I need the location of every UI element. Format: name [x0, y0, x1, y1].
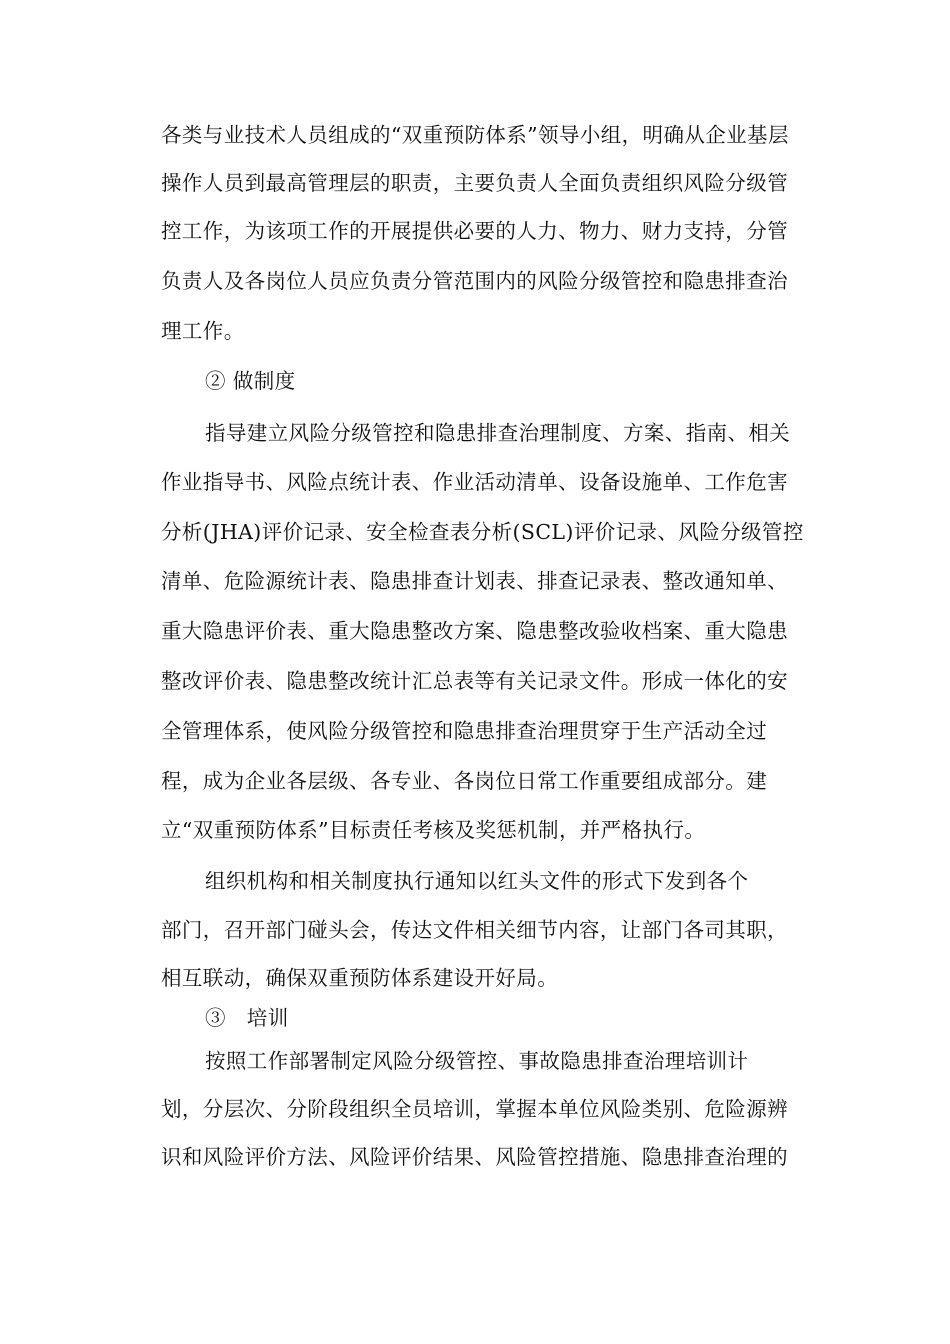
paragraph-line: 识和风险评价方法、风险评价结果、风险管控措施、隐患排查治理的	[161, 1145, 788, 1169]
paragraph-line: 部门，召开部门碰头会，传达文件相关细节内容，让部门各司其职，	[161, 918, 788, 942]
paragraph-line: 整改评价表、隐患整改统计汇总表等有关记录文件。形成一体化的安	[161, 669, 788, 693]
section-heading-training: ③ 培训	[205, 1006, 289, 1030]
paragraph-line: 分析(JHA)评价记录、安全检查表分析(SCL)评价记录、风险分级管控	[161, 520, 804, 544]
paragraph-line: 理工作。	[161, 319, 245, 343]
paragraph-line: 控工作，为该项工作的开展提供必要的人力、物力、财力支持，分管	[161, 219, 788, 243]
paragraph-line: 作业指导书、风险点统计表、作业活动清单、设备设施单、工作危害	[161, 470, 788, 494]
paragraph-line: 相互联动，确保双重预防体系建设开好局。	[161, 966, 559, 990]
paragraph-line: 全管理体系，使风险分级管控和隐患排查治理贯穿于生产活动全过	[161, 719, 768, 743]
paragraph-line: 划，分层次、分阶段组织全员培训，掌握本单位风险类别、危险源辨	[161, 1097, 788, 1121]
paragraph-line: 立“双重预防体系”目标责任考核及奖惩机制，并严格执行。	[161, 818, 706, 842]
paragraph-line: 各类与业技术人员组成的“双重预防体系”领导小组，明确从企业基层	[161, 123, 789, 147]
paragraph-line: 按照工作部署制定风险分级管控、事故隐患排查治理培训计	[205, 1049, 749, 1073]
paragraph-line: 负责人及各岗位人员应负责分管范围内的风险分级管控和隐患排查治	[161, 269, 788, 293]
section-heading-system: ② 做制度	[205, 369, 296, 393]
paragraph-line: 程，成为企业各层级、各专业、各岗位日常工作重要组成部分。建	[161, 769, 768, 793]
paragraph-line: 重大隐患评价表、重大隐患整改方案、隐患整改验收档案、重大隐患	[161, 619, 788, 643]
paragraph-line: 指导建立风险分级管控和隐患排查治理制度、方案、指南、相关	[205, 421, 791, 445]
paragraph-line: 组织机构和相关制度执行通知以红头文件的形式下发到各个	[205, 869, 749, 893]
paragraph-line: 清单、危险源统计表、隐患排查计划表、排查记录表、整改通知单、	[161, 569, 788, 593]
paragraph-line: 操作人员到最高管理层的职责，主要负责人全面负责组织风险分级管	[161, 171, 788, 195]
